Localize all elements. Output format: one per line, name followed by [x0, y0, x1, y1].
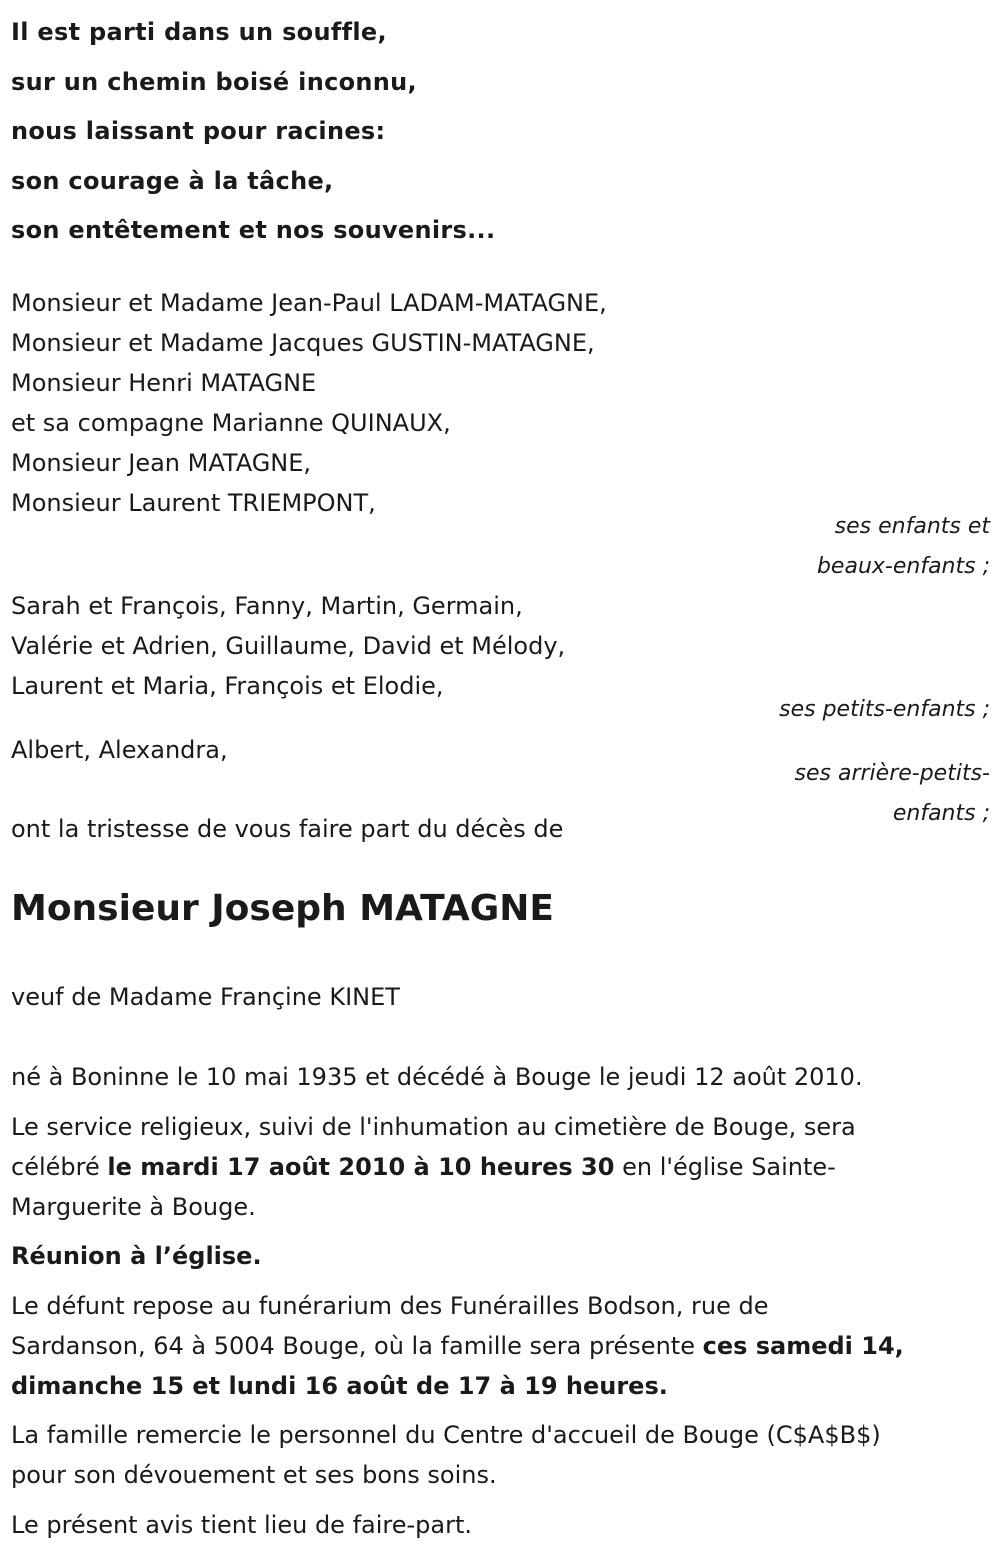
poem-line: son courage à la tâche, — [11, 166, 334, 195]
grandchildren-list — [11, 586, 565, 706]
family-member: Monsieur Henri MATAGNE — [11, 369, 317, 397]
great-grandchildren: Albert, Alexandra, — [11, 736, 228, 764]
family-member: et sa compagne Marianne QUINAUX, — [11, 409, 451, 437]
family-member: Valérie et Adrien, Guillaume, David et Mélody, — [11, 632, 566, 660]
family-member: Monsieur et Madame Jacques GUSTIN-MATAGNE, — [11, 329, 595, 357]
poem-line: sur un chemin boisé inconnu, — [11, 67, 417, 96]
deceased-name: Monsieur Joseph MATAGNE — [11, 888, 554, 929]
birth-death: né à Boninne le 10 mai 1935 et décédé à Bouge le jeudi 12 août 2010. — [11, 1063, 863, 1091]
meeting-note: Réunion à l’église. — [11, 1242, 262, 1270]
widower-of: veuf de Madame Françine KINET — [11, 983, 400, 1011]
announcement: ont la tristesse de vous faire part du décès de — [11, 815, 564, 843]
poem — [11, 8, 495, 256]
poem-line: son entêtement et nos souvenirs... — [11, 216, 496, 244]
children-label: ses enfants et beaux-enfants ; — [816, 514, 990, 579]
thanks: La famille remercie le personnel du Centre d'accueil de Bouge (C$A$B$) pour son dévouement et ses bons soins. — [11, 1421, 881, 1489]
family-member: Sarah et François, Fanny, Martin, Germain, — [11, 592, 523, 620]
family-member: Monsieur et Madame Jean-Paul LADAM-MATAGNE, — [11, 289, 607, 317]
family-member: Monsieur Laurent TRIEMPONT, — [11, 489, 376, 517]
service-info: Le service religieux, suivi de l'inhumation au cimetière de Bouge, sera célébré le mardi 17 août 2010 à 10 heures 30 en l'église Sainte- Marguerite à Bouge. — [11, 1113, 856, 1221]
great-grandchildren-label: ses arrière-petits- enfants ; — [794, 761, 990, 826]
poem-line: Il est parti dans un souffle, — [11, 18, 387, 46]
family-member: Laurent et Maria, François et Elodie, — [11, 672, 444, 700]
closing-note: Le présent avis tient lieu de faire-part. — [11, 1511, 473, 1539]
poem-line: nous laissant pour racines: — [11, 117, 386, 145]
children-list — [11, 283, 607, 523]
family-member: Monsieur Jean MATAGNE, — [11, 449, 312, 477]
funerarium-info: Le défunt repose au funérarium des Funérailles Bodson, rue de Sardanson, 64 à 5004 Bouge, où la famille sera présente ces samedi 14, dimanche 15 et lundi 16 août de 17 à 19 heures. — [11, 1292, 904, 1400]
grandchildren-label: ses petits-enfants ; — [779, 697, 990, 722]
